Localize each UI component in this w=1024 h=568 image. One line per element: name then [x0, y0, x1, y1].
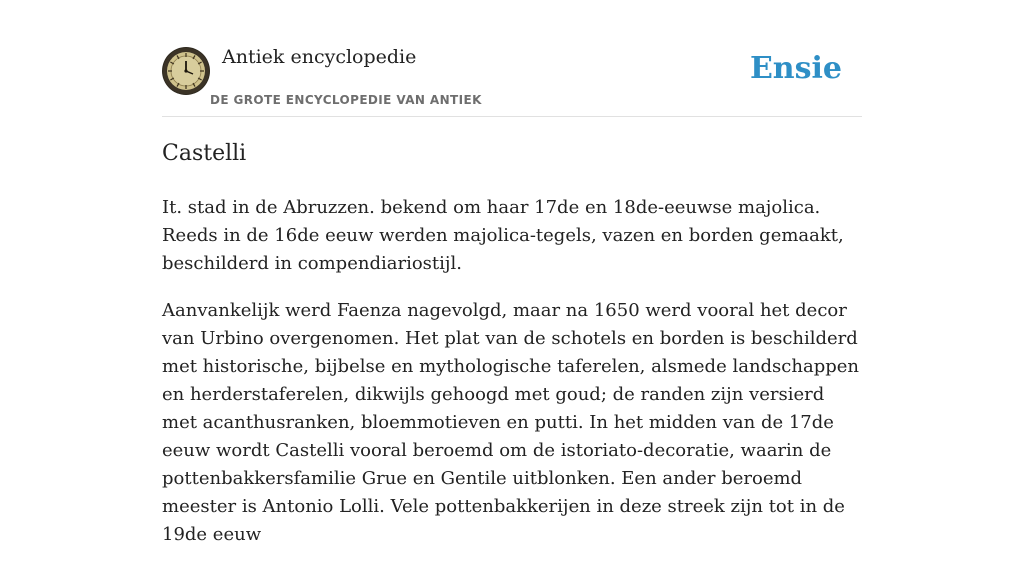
site-header	[162, 40, 862, 117]
site-subtitle: DE GROTE ENCYCLOPEDIE VAN ANTIEK	[210, 93, 482, 107]
clock-icon[interactable]	[162, 47, 210, 95]
article-title: Castelli	[162, 141, 247, 166]
article-paragraph: It. stad in de Abruzzen. bekend om haar 17de en 18de-eeuwse majolica. Reeds in de 16de eeuw werden majolica-tegels, vazen en borden gemaakt, beschilderd in compendiariostijl.	[162, 197, 844, 274]
brand-logo-link[interactable]: Ensie	[749, 51, 842, 86]
article-paragraph: Aanvankelijk werd Faenza nagevolgd, maar na 1650 werd vooral het decor van Urbino overgenomen. Het plat van de schotels en borden is beschilderd met historische, bijbelse en mythologische taferelen, alsmede landschappen en herderstaferelen, dikwijls gehoogd met goud; de randen zijn versierd met acanthusranken, bloemmotieven en putti. In het midden van de 17de eeuw wordt Castelli vooral beroemd om de istoriato-decoratie, waarin de pottenbakkersfamilie Grue en Gentile uitblonken. Een ander beroemd meester is Antonio Lolli. Vele pottenbakkerijen in deze streek zijn tot in de 19de eeuw	[162, 300, 859, 545]
article	[162, 138, 864, 568]
site-title-link[interactable]: Antiek encyclopedie	[222, 46, 417, 68]
